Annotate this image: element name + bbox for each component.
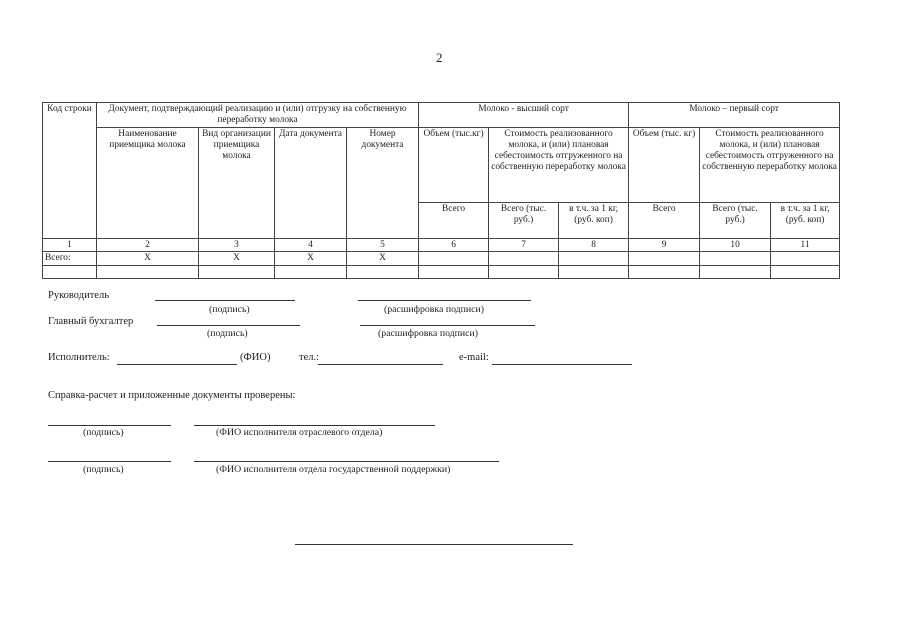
transcript-caption: (расшифровка подписи): [378, 328, 479, 339]
accountant-signature-line[interactable]: [157, 325, 300, 326]
total-cell[interactable]: [700, 252, 771, 266]
header-top-grade: Молоко - высший сорт: [419, 103, 629, 128]
header-total-6: Всего: [419, 203, 489, 239]
empty-cell[interactable]: [559, 266, 629, 279]
col-number: 3: [199, 239, 275, 252]
phone-line[interactable]: [318, 364, 443, 365]
col-number: 2: [97, 239, 199, 252]
col-number: 5: [347, 239, 419, 252]
transcript-caption: (расшифровка подписи): [384, 304, 485, 315]
branch-signature-line[interactable]: [48, 425, 171, 426]
col-number: 8: [559, 239, 629, 252]
x-mark: Х: [97, 252, 199, 266]
header-receiver: Наименование приемщика молока: [97, 128, 199, 239]
header-code: Код строки: [43, 103, 97, 239]
header-doc-date: Дата документа: [275, 128, 347, 239]
col-number: 11: [771, 239, 840, 252]
checked-statement: Справка-расчет и приложенные документы проверены:: [48, 390, 296, 401]
empty-cell[interactable]: [97, 266, 199, 279]
total-cell[interactable]: [489, 252, 559, 266]
empty-cell[interactable]: [629, 266, 700, 279]
col-number: 7: [489, 239, 559, 252]
state-signature-line[interactable]: [48, 461, 171, 462]
email-line[interactable]: [492, 364, 632, 365]
total-cell[interactable]: [419, 252, 489, 266]
header-cost-first: Стоимость реализованного молока, и (или) плановая себестоимость отгруженного на собственную переработку молока: [700, 128, 840, 203]
email-label: e-mail:: [459, 352, 489, 363]
head-transcript-line[interactable]: [358, 300, 531, 301]
fio-label: (ФИО): [240, 352, 271, 363]
empty-cell[interactable]: [771, 266, 840, 279]
head-label: Руководитель: [48, 290, 109, 301]
header-total-rub-7: Всего (тыс. руб.): [489, 203, 559, 239]
header-total-rub-10: Всего (тыс. руб.): [700, 203, 771, 239]
branch-fio-caption: (ФИО исполнителя отраслевого отдела): [216, 427, 383, 438]
header-total-9: Всего: [629, 203, 700, 239]
total-cell[interactable]: [771, 252, 840, 266]
empty-cell[interactable]: [489, 266, 559, 279]
accountant-transcript-line[interactable]: [360, 325, 535, 326]
header-cost-top: Стоимость реализованного молока, и (или) плановая себестоимость отгруженного на собственную переработку молока: [489, 128, 629, 203]
head-signature-line[interactable]: [155, 300, 295, 301]
col-number: 6: [419, 239, 489, 252]
bottom-line: [295, 544, 573, 545]
executor-label: Исполнитель:: [48, 352, 110, 363]
col-number: 10: [700, 239, 771, 252]
branch-fio-line[interactable]: [194, 425, 435, 426]
signature-caption: (подпись): [83, 427, 124, 438]
state-fio-caption: (ФИО исполнителя отдела государственной поддержки): [216, 464, 451, 475]
x-mark: Х: [199, 252, 275, 266]
signature-caption: (подпись): [83, 464, 124, 475]
header-first-grade: Молоко – первый сорт: [629, 103, 840, 128]
total-cell[interactable]: [559, 252, 629, 266]
header-volume-first: Объем (тыс. кг): [629, 128, 700, 203]
empty-cell[interactable]: [347, 266, 419, 279]
header-per-kg-8: в т.ч. за 1 кг, (руб. коп): [559, 203, 629, 239]
col-number: 9: [629, 239, 700, 252]
signature-caption: (подпись): [209, 304, 250, 315]
header-document: Документ, подтверждающий реализацию и (или) отгрузку на собственную переработку молока: [97, 103, 419, 128]
total-cell[interactable]: [629, 252, 700, 266]
x-mark: Х: [275, 252, 347, 266]
signature-caption: (подпись): [207, 328, 248, 339]
empty-cell[interactable]: [43, 266, 97, 279]
col-number: 4: [275, 239, 347, 252]
milk-report-table: [42, 102, 840, 279]
empty-cell[interactable]: [275, 266, 347, 279]
col-number: 1: [43, 239, 97, 252]
header-volume-top: Объем (тыс.кг): [419, 128, 489, 203]
header-per-kg-11: в т.ч. за 1 кг, (руб. коп): [771, 203, 840, 239]
header-org-type: Вид организации приемщика молока: [199, 128, 275, 239]
empty-cell[interactable]: [419, 266, 489, 279]
total-row-label: Всего:: [43, 252, 97, 266]
chief-accountant-label: Главный бухгалтер: [48, 316, 134, 327]
executor-fio-line[interactable]: [117, 364, 237, 365]
empty-cell[interactable]: [700, 266, 771, 279]
x-mark: Х: [347, 252, 419, 266]
header-doc-number: Номер документа: [347, 128, 419, 239]
state-fio-line[interactable]: [194, 461, 499, 462]
empty-cell[interactable]: [199, 266, 275, 279]
page-number: 2: [436, 50, 443, 65]
phone-label: тел.:: [299, 352, 320, 363]
